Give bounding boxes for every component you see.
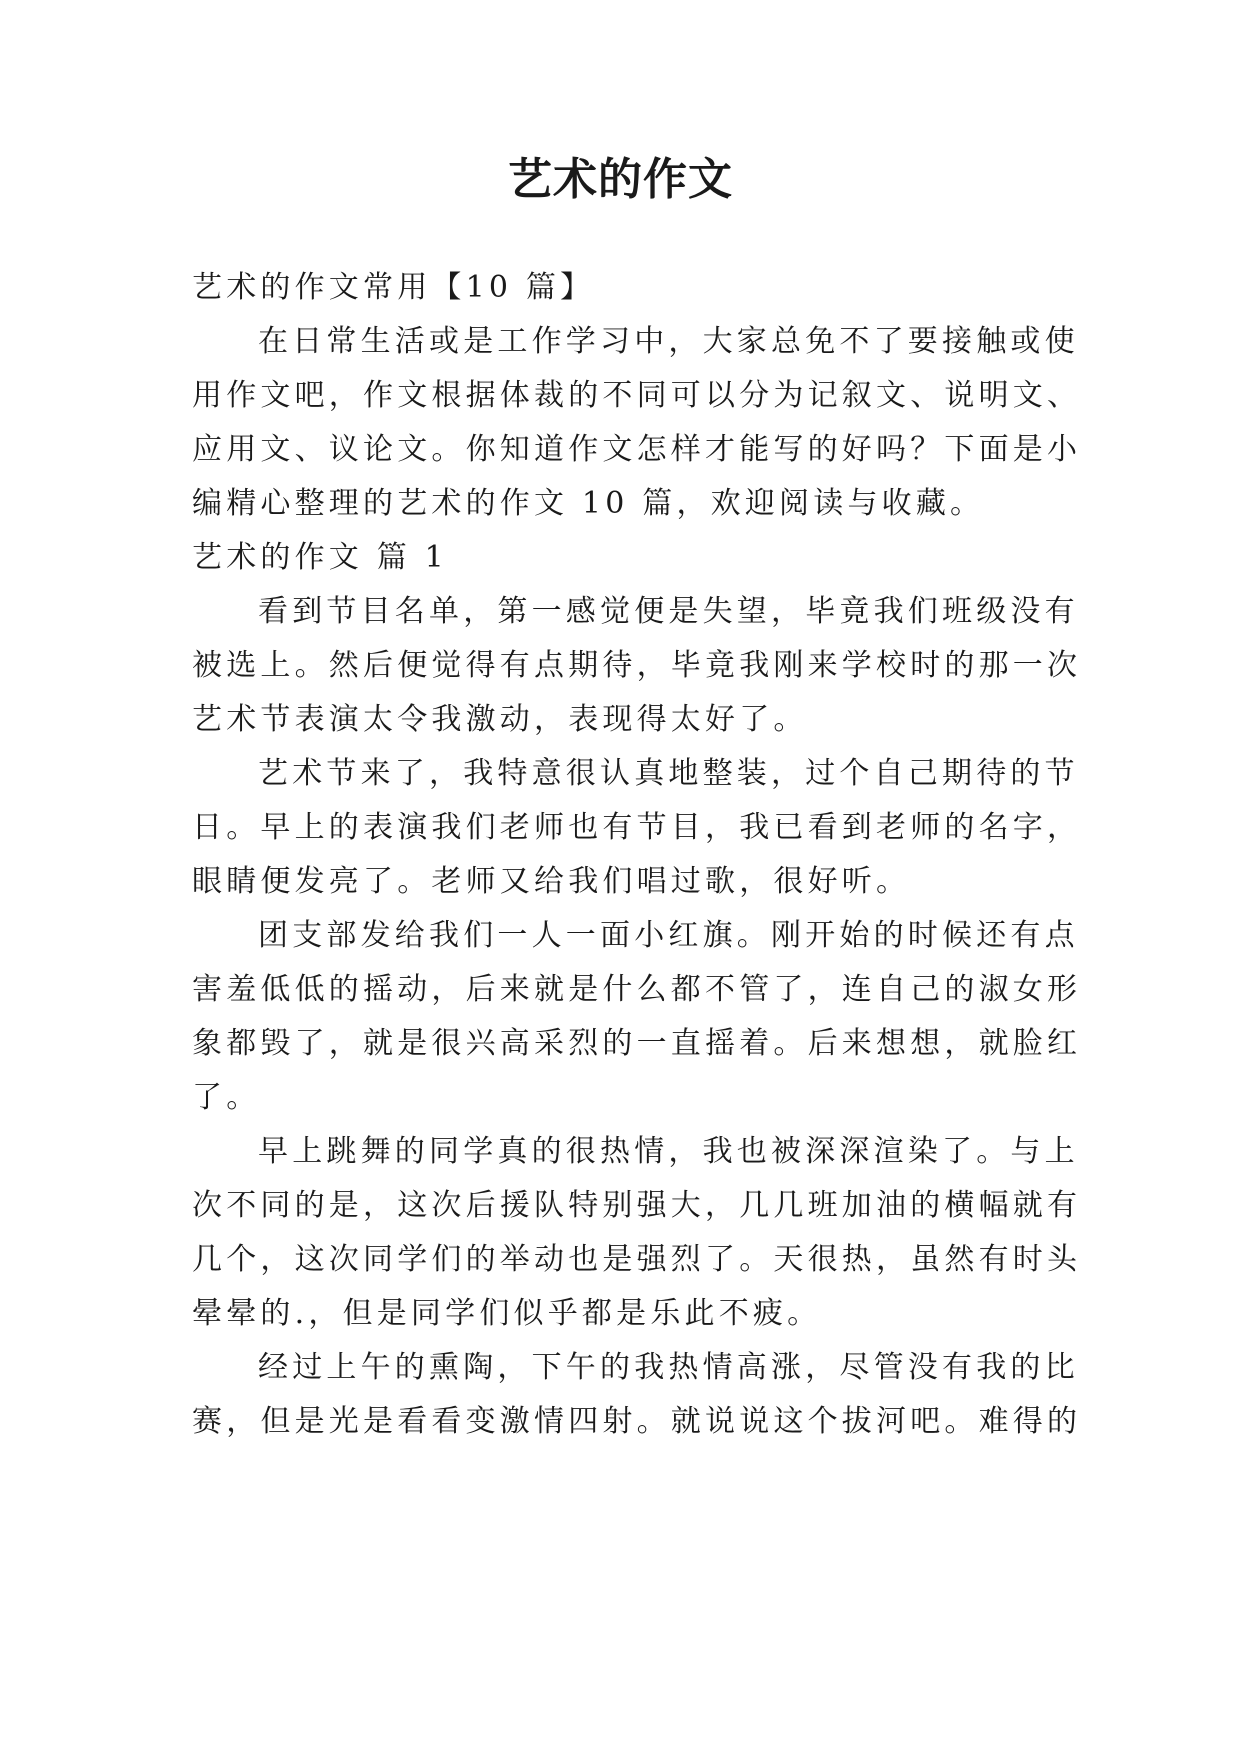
paragraph-line: 艺术节来了，我特意很认真地整装，过个自己期待的节 [258, 756, 1079, 791]
paragraph-line: 用作文吧，作文根据体裁的不同可以分为记叙文、说明文、 [192, 378, 1082, 413]
paragraph-line: 几个，这次同学们的举动也是强烈了。天很热，虽然有时头 [192, 1242, 1082, 1277]
subtitle-line: 艺术的作文常用【10 篇】 [192, 270, 595, 305]
paragraph-line: 次不同的是，这次后援队特别强大，几几班加油的横幅就有 [192, 1188, 1082, 1223]
paragraph-line: 晕晕的.，但是同学们似乎都是乐此不疲。 [192, 1296, 822, 1331]
paragraph-line: 被选上。然后便觉得有点期待，毕竟我刚来学校时的那一次 [192, 648, 1082, 683]
paragraph-line: 了。 [192, 1080, 261, 1115]
paragraph-line: 赛，但是光是看看变激情四射。就说说这个拔河吧。难得的 [192, 1404, 1082, 1439]
paragraph-line: 应用文、议论文。你知道作文怎样才能写的好吗？下面是小 [192, 432, 1082, 467]
paragraph-line: 看到节目名单，第一感觉便是失望，毕竟我们班级没有 [258, 594, 1079, 629]
document-title: 艺术的作文 [508, 154, 733, 205]
paragraph-line: 在日常生活或是工作学习中，大家总免不了要接触或使 [258, 324, 1079, 359]
paragraph-line: 经过上午的熏陶，下午的我热情高涨，尽管没有我的比 [258, 1350, 1079, 1385]
paragraph-line: 害羞低低的摇动，后来就是什么都不管了，连自己的淑女形 [192, 972, 1082, 1007]
paragraph-line: 日。早上的表演我们老师也有节目，我已看到老师的名字， [192, 810, 1082, 845]
paragraph-line: 眼睛便发亮了。老师又给我们唱过歌，很好听。 [192, 864, 911, 899]
paragraph-line: 编精心整理的艺术的作文 10 篇，欢迎阅读与收藏。 [192, 486, 985, 521]
paragraph-line: 团支部发给我们一人一面小红旗。刚开始的时候还有点 [258, 918, 1079, 953]
paragraph-line: 早上跳舞的同学真的很热情，我也被深深渲染了。与上 [258, 1134, 1079, 1169]
section-heading: 艺术的作文 篇 1 [192, 540, 448, 575]
paragraph-line: 象都毁了，就是很兴高采烈的一直摇着。后来想想，就脸红 [192, 1026, 1082, 1061]
paragraph-line: 艺术节表演太令我激动，表现得太好了。 [192, 702, 808, 737]
